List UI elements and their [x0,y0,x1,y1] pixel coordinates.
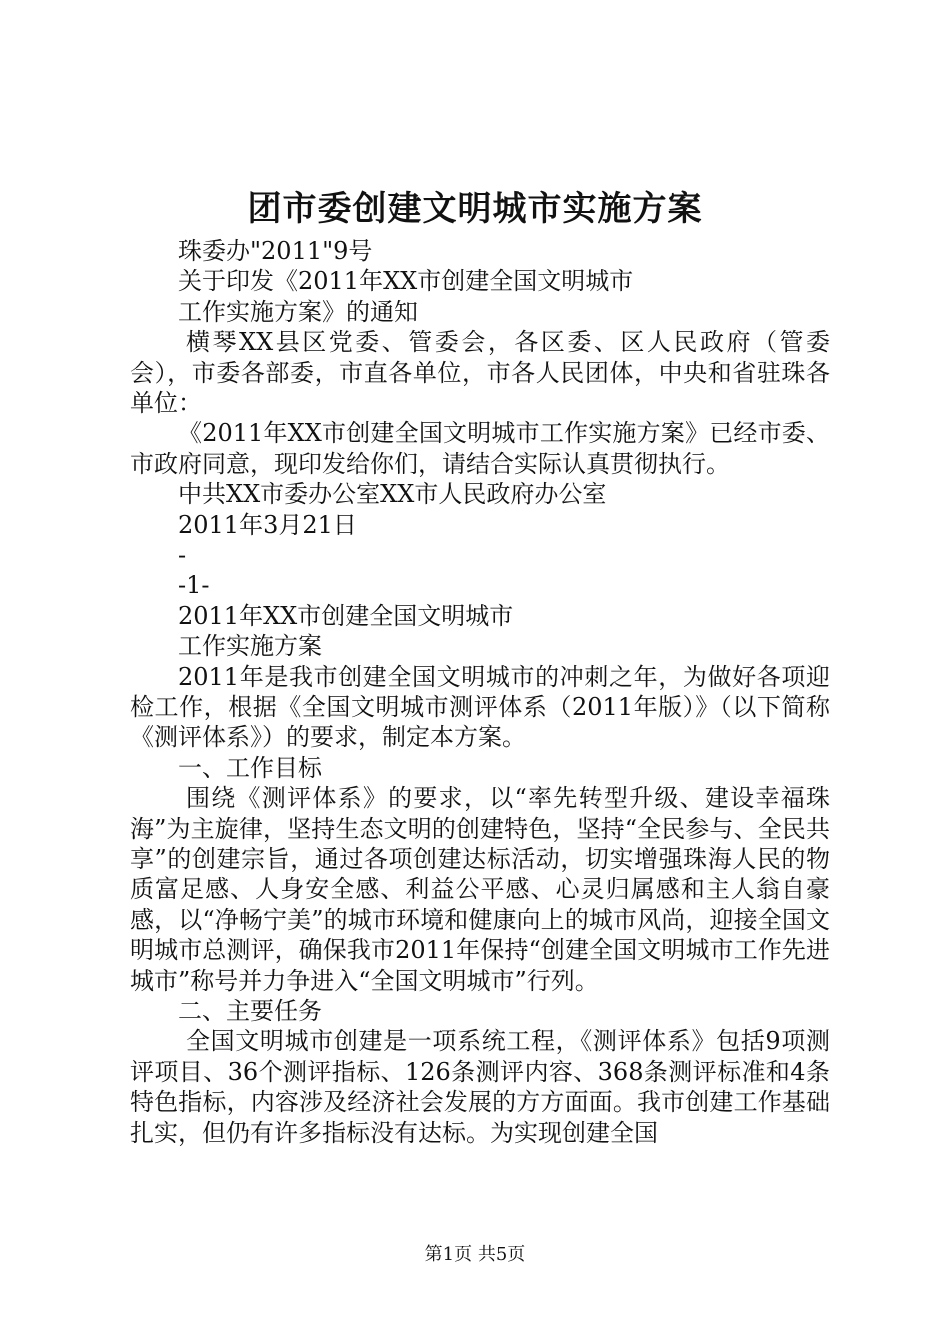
document-body [130,236,830,1148]
issue-date: 2011年3月21日 [178,510,357,539]
goals-paragraph: 围绕《测评体系》的要求，以“率先转型升级、建设幸福珠海”为主旋律，坚持生态文明的创建特色，坚持“全民参与、全民共享”的创建宗旨，通过各项创建达标活动，切实增强珠海人民的物质富足感、人身安全感、利益公平感、心灵归属感和主人翁自豪感，以“净畅宁美”的城市环境和健康向上的城市风尚，迎接全国文明城市总测评，确保我市2011年保持“创建全国文明城市工作先进城市”称号并力争进入“全国文明城市”行列。 [130,784,830,995]
document-number: 珠委办"2011"9号 [178,237,373,265]
section-heading-goals: 一、工作目标 [178,753,322,782]
notice-title-line-2: 工作实施方案》的通知 [178,297,418,326]
plan-subtitle-line-2: 工作实施方案 [178,632,322,661]
tasks-paragraph: 全国文明城市创建是一项系统工程，《测评体系》包括9项测评项目、36个测评指标、126条测评内容、368条测评标准和4条特色指标，内容涉及经济社会发展的方方面面。我市创建工作基础扎实，但仍有许多指标没有达标。为实现创建全国 [130,1027,830,1147]
dash-marker: - [178,540,187,569]
intro-paragraph: 2011年是我市创建全国文明城市的冲刺之年，为做好各项迎检工作，根据《全国文明城市测评体系（2011年版）》（以下简称《测评体系》）的要求，制定本方案。 [130,662,830,752]
section-heading-tasks: 二、主要任务 [178,997,322,1025]
notice-title-line-1: 关于印发《2011年XX市创建全国文明城市 [178,267,634,296]
page-footer: 第1页 共5页 [424,1244,526,1265]
addressee-paragraph: 横琴XX县区党委、管委会，各区委、区人民政府（管委会），市委各部委，市直各单位，市各人民团体，中央和省驻珠各单位： [130,328,830,417]
page-marker: -1- [178,571,210,600]
notice-paragraph: 《2011年XX市创建全国文明城市工作实施方案》已经市委、市政府同意，现印发给你们，请结合实际认真贯彻执行。 [130,419,830,478]
document-title: 团市委创建文明城市实施方案 [247,189,703,229]
signature: 中共XX市委办公室XX市人民政府办公室 [178,480,607,509]
plan-subtitle-line-1: 2011年XX市创建全国文明城市 [178,601,514,630]
